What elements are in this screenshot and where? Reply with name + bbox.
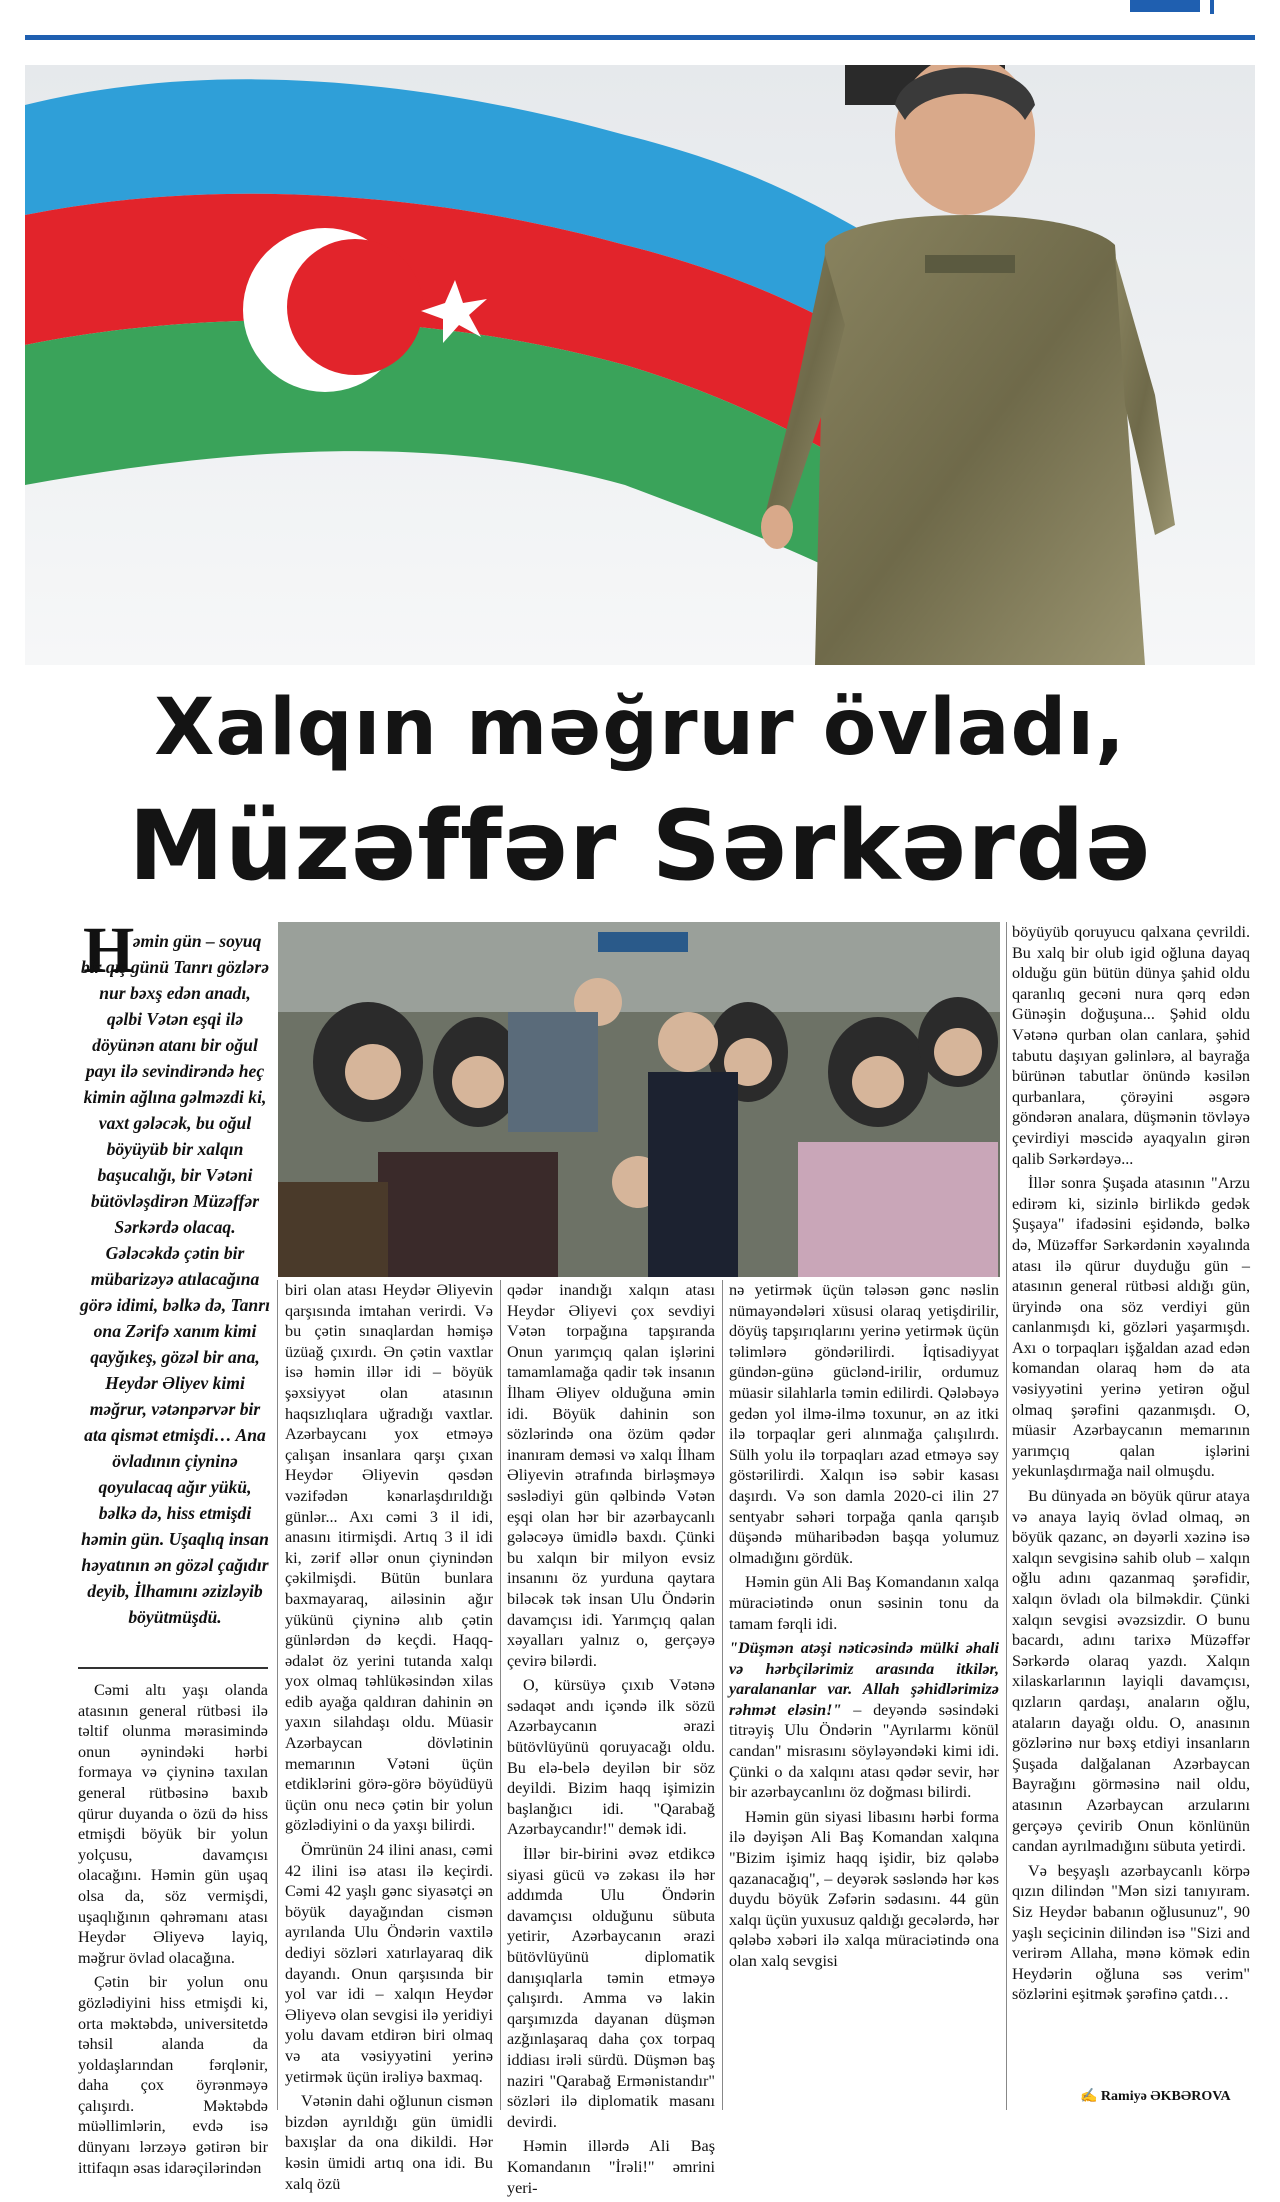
paragraph: Həmin gün siyasi libasını hərbi forma ilə dəyişən Ali Baş Komandan xalqına "Bizim işimiz haqq işidir, biz qələbə qazanacağıq", – deyərək səsləndə hər kəs duydu böyük Zəfərin sədasını. 44 gün xalqı üçün yuxusuz qaldığı gecələrdə, hər qələbə xəbəri ilə xalqa müraciətində ona olan xalq sevgisi xyxy=(729,1807,999,1970)
column-rule-4 xyxy=(1006,922,1007,2110)
intro-text: əmin gün – soyuq bir qış günü Tanrı gözlərə nur bəxş edən anadı, qəlbi Vətən eşqi ilə döyünən atanı bir oğul payı ilə sevindirəndə heç kimin ağlına gəlməzdi ki, vaxt gələcək, bu oğul böyüyüb bir xalqın başucalığı, bir Vətəni bütövləşdirən Müzəffər Sərkərdə olacaq. Gələcəkdə çətin bir mübarizəyə atılacağına görə idimi, bəlkə də, Tanrı ona Zərifə xanım kimi qayğıkeş, gözəl bir ana, Heydər Əliyev kimi məğrur, vətənpərvər bir ata qismət etmişdi… Ana övladının çiyninə qoyulacaq ağır yükü, bəlkə də, hiss etmişdi həmin gün. Uşaqlıq insan həyatının ən gözəl çağıdır deyib, İlhamını əzizləyib böyütmüşdü. xyxy=(80,931,270,1627)
intro-divider xyxy=(78,1667,268,1669)
paragraph: böyüyüb qoruyucu qalxana çevrildi. Bu xalq bir olub igid oğluna dayaq olduğu gün bütün dünya şahid oldu qaranlıq gecəni nura qərq edən Günəşin doğuşuna... Şəhid oldu Vətənə qurban olan canlara, şəhid tabutu daşıyan gəlinlərə, al bayrağa bürünən tabutlar önündə kəsilən qurbanlara, çörəyini əsgərə göndərən analara, düşmənin tövləyə çevirdiyi məscidə ayaqyalın girən qalib Sərkərdəyə... xyxy=(1012,923,1250,1168)
paragraph: qədər inandığı xalqın atası Heydər Əliyevi çox sevdiyi Vətən torpağına tapşıranda Onun yarımçıq qalan işlərini tamamlamağa qadir tək insanın İlham Əliyev olduğuna əmin idi. Böyük dahinin son sözlərində ona özüm qədər inanıram deməsi və xalqı İlham Əliyevin ətrafında birləşməyə səslədiyi gün qəlbində Vətən eşqi olan hər bir azərbaycanlı gələcəyə ümidlə baxdı. Çünki bu xalqın bir milyon evsiz insanını öz yurduna qaytara biləcək tək insan Ulu Öndərin davamçısı idi. Yarımçıq qalan xəyalları yalnız o, gerçəyə çevirə bilərdi. xyxy=(507,1281,715,1670)
quote-paragraph xyxy=(729,1638,999,1803)
paragraph: nə yetirmək üçün tələsən gənc nəslin nümayəndələri xüsusi olaraq yetişdirilir, döyüş tapşırıqlarını yerinə yetirmək üçün təlimlərə göndərilirdi. İqtisadiyyat gündən-günə güclənd-irilir, ordumuz müasir silahlarla təmin edilirdi. Qələbəyə gedən yol ilmə-ilmə toxunur, ən az itki ilə torpaqlar geri alınmağa çalışılırdı. Sülh yolu ilə torpaqları azad etməyə səy göstərilirdi. Xalqın isə səbir kasası daşırdı. Və son damla 2020-ci ilin 27 sentyabr səhəri torpağa qanla qarışıb düşəndə müharibədən başqa yolumuz olmadığını gördük. xyxy=(729,1281,999,1567)
paragraph: Həmin gün Ali Baş Komandanın xalqa müraciətində onun səsinin tonu da tamam fərqli idi. xyxy=(729,1573,999,1633)
top-accent-bar xyxy=(25,35,1255,40)
quote-text: "Düşmən atəşi nəticəsində mülki əhali və hərbçilərimiz arasında itkilər, yaralananlar var. Allah şəhidlərimizə rəhmət eləsin!" xyxy=(729,1639,999,1719)
paragraph: Vətənin dahi oğlunun cismən bizdən ayrıldığı gün ümidli baxışlar da ona dikildi. Hər kəsin ümidi artıq ona idi. Bu xalq özü xyxy=(285,2092,493,2193)
paragraph: Bu dünyada ən böyük qürur ataya və anaya layiq övlad olmaq, ən böyük qazanc, ən dəyərli xəzinə isə xalqın sevgisinə sahib olub – xalqın oğlu adını qazanmaq şərəfidir, xalqın övladı ola bilməkdir. Çünki xalqın sevgisi əvəzsizdir. O bunu bacardı, adını tarixə Müzəffər Sərkərdə olaraq yazdı. Xalqın xilaskarlarının layiqli davamçısı, qızların qardaşı, anaların oğlu, ataların dayağı oldu. O, anasının gözlərinə nur bəxş etdiyi insanların Şuşada dalğalanan Azərbaycan Bayrağını görməsinə nail oldu, atasının Azərbaycan arzularını gerçəyə çevirib Onun könlünün candan ayrılmadığını sübuta yetirdi. xyxy=(1012,1487,1250,1856)
top-accent-stub xyxy=(1130,0,1200,12)
paragraph: Çətin bir yolun onu gözlədiyini hiss etmişdi ki, orta məktəbdə, universitetdə təhsil alanda da yoldaşlarından fərqlənir, daha çox öyrənməyə çalışırdı. Məktəbdə müəllimlərin, evdə isə dünyanı lərzəyə gətirən bir ittifaqın əsas idarəçilərindən xyxy=(78,1973,268,2177)
article-column-2 xyxy=(285,1280,493,2198)
drop-cap: H xyxy=(83,914,135,987)
quote-tail: – deyəndə səsindəki titrəyiş Ulu Öndərin "Ayrılarmı könül candan" misrasını söyləyəndəki kimi idi. Çünki o da xalqını atası qədər sevir, hər bir azərbaycanlını öz doğması bilirdi. xyxy=(729,1700,999,1802)
paragraph: biri olan atası Heydər Əliyevin qarşısında imtahan verirdi. Və bu çətin sınaqlardan həmişə üzüağ çıxırdı. Ən çətin vaxtlar isə həmin illər idi – böyük şəxsiyyət olan atasının haqsızlıqlara uğradığı vaxtlar. Azərbaycanı yox etməyə çalışan insanlara qarşı çıxan Heydər Əliyevin qəsdən vəzifədən kənarlaşdırıldığı günlər... Axı cəmi 3 il idi, anasını itirmişdi. Artıq 3 il idi ki, zərif əllər onun çiynindən çəkilmişdi. Bütün bunlara baxmayaraq, ailəsinin ağır yükünü çiyninə alıb çətin günlərdən də keçdi. Haqq-ədalət öz yerini tutanda xalqı yox olmaq təhlükəsindən xilas edib ayağa qaldıran dahinin ən yaxın silahdaşı oldu. Müasir Azərbaycan dövlətinin memarının Vətəni üçün etdiklərini görə-görə böyüdüyü üçün onu necə çətin bir yolun gözlədiyini o da yaxşı bilirdi. xyxy=(285,1281,493,1835)
paragraph: Ömrünün 24 ilini anası, cəmi 42 ilini isə atası ilə keçirdi. Cəmi 42 yaşlı gənc siyasətçi ən böyük dayağından cismən ayrılanda Ulu Öndərin vaxtilə dediyi sözləri xatırlayaraq dik dayandı. Onun qarşısında bir yol var idi – xalqın Heydər Əliyevə olan sevgisi ilə yeridiyi yolu davam etdirən biri olmaq və ata vəsiyyətini yerinə yetirmək üçün irəliyə baxmaq. xyxy=(285,1841,493,2086)
article-column-3 xyxy=(507,1280,715,2202)
paragraph: Cəmi altı yaşı olanda atasının general rütbəsi ilə təltif olunma mərasimində onun əynindəki hərbi formaya və çiyninə taxılan general rütbəsinə baxıb qürur duyanda o özü də hiss etmişdi böyük bir yolun yolçusu, davamçısı olacağını. Həmin gün uşaq olsa da, söz vermişdi, uşaqlığının qəhrəmanı atası Heydər Əliyevə layiq, məğrur övlad olacağına. xyxy=(78,1681,268,1967)
paragraph: İllər sonra Şuşada atasının "Arzu edirəm ki, sizinlə birlikdə gedək Şuşaya" ifadəsini eşidəndə, bəlkə də, Müzəffər Sərkərdənin xəyalında atası ilə qürur duyduğu gün – atasının general rütbəsi aldığı gün, üryində ona söz verdiyi gün canlanmışdı ki, gözləri yaşarmışdı. Axı o torpaqları işğaldan azad edən komandan olaraq həm də ata vəsiyyətini yerinə yetirən oğul olmaq şərəfini qazanmışdı. O, müasir Azərbaycanın memarının yarımçıq qalan işlərini yekunlaşdırmağa nail olmuşdu. xyxy=(1012,1174,1250,1481)
paragraph: Həmin illərdə Ali Baş Komandanın "İrəli!" əmrini yeri- xyxy=(507,2137,715,2197)
intro-paragraph xyxy=(80,928,270,1630)
paragraph: İllər bir-birini əvəz etdikcə siyasi gücü və zəkası ilə hər addımda Ulu Öndərin davamçısı olduğunu sübuta yetirir, Azərbaycanın ərazi bütövlüyünü diplomatik danışıqlarla təmin etməyə çalışırdı. Amma və lakin qarşımızda dayanan düşmən azğınlaşaraq daha çox torpaq iddiası irəli sürdü. Düşmən baş naziri "Qarabağ Ermənistandır" sözləri ilə diplomatik masanı devirdi. xyxy=(507,1845,715,2131)
headline-line-2: Müzəffər Sərkərdə xyxy=(128,790,1152,902)
top-accent-tick xyxy=(1210,0,1214,14)
headline-line-1: Xalqın məğrur övladı, xyxy=(154,683,1126,773)
article-column-1 xyxy=(78,1680,268,2182)
column-rule-3 xyxy=(722,1280,723,2110)
crowd-photo xyxy=(278,922,1000,1277)
column-rule-2 xyxy=(500,1280,501,2110)
hero-image xyxy=(25,65,1255,665)
flag-crescent-inner xyxy=(287,239,423,375)
paragraph: Və beşyaşlı azərbaycanlı körpə qızın dilindən "Mən sizi tanıyıram. Siz Heydər babanın oğlusunuz", 90 yaşlı seçicinin dilindən isə "Sizi and verirəm Allaha, mənə kömək edin Heydərin oğluna səs verim" sözlərini eşitmək şərəfinə çatdı… xyxy=(1012,1861,1250,2004)
article-column-5 xyxy=(1012,922,1250,2009)
paragraph: O, kürsüyə çıxıb Vətənə sədaqət andı içəndə ilk sözü Azərbaycanın ərazi bütövlüyünü qoruyacağı oldu. Bu elə-belə deyilən bir söz deyildi. Bizim haqq işimizin başlanğıcı idi. "Qarabağ Azərbaycandır!" demək idi. xyxy=(507,1676,715,1839)
author-signature: ✍ Ramiyə ƏKBƏROVA xyxy=(1080,2089,1231,2104)
hero-illustration xyxy=(25,65,1255,665)
article-column-4 xyxy=(729,1280,999,1976)
column-rule-1 xyxy=(277,1280,278,2110)
crowd-illustration xyxy=(278,922,1000,1277)
